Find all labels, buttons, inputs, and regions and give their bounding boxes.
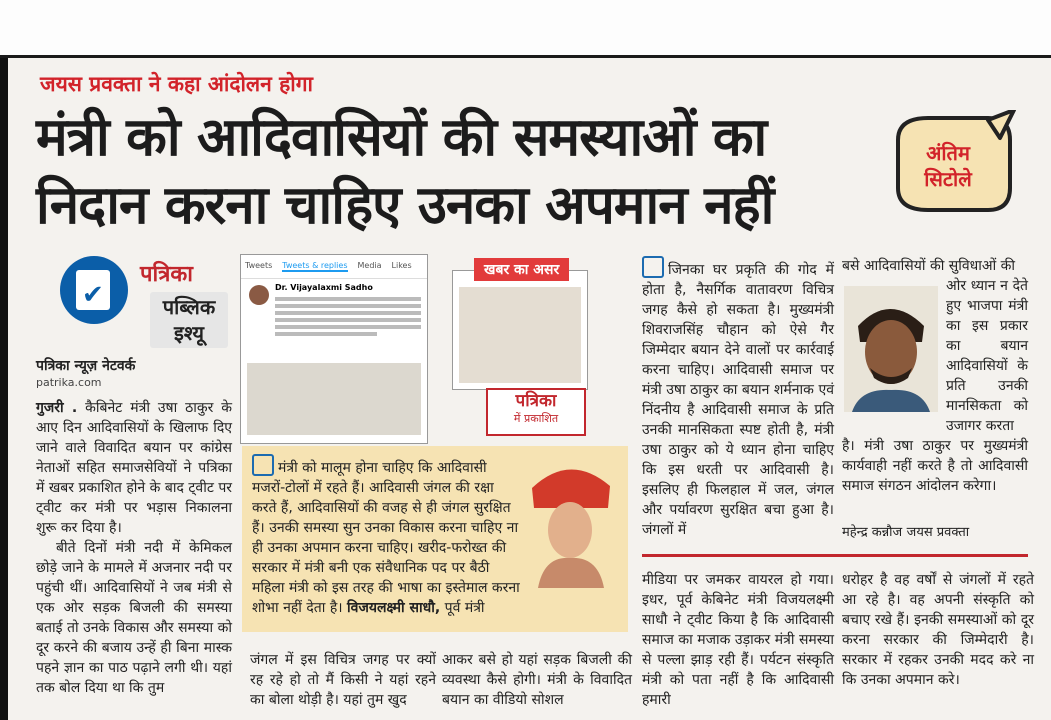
portrait-photo-man — [844, 286, 938, 412]
headline-line-2: निदान करना चाहिए उनका अपमान नहीं — [36, 175, 774, 236]
byline: पत्रिका न्यूज़ नेटवर्क — [36, 358, 136, 374]
published-label: में प्रकाशित — [513, 412, 559, 425]
col5-text: मीडिया पर जमकर वायरल हो गया। इधर, पूर्व केबिनेट मंत्री विजयलक्ष्मी साधौ ने ट्वीट किया है कि आदिवासी समाज का मजाक उड़ाकर मंत्री समस्या से पल्ला झाड़ रही हैं। पर्यटन संस्कृति मंत्री को पता नहीं है कि आदिवासी हमारी — [642, 572, 834, 708]
quote-author: विजयलक्ष्मी साधौ, — [347, 600, 441, 616]
dateline: गुजरी . — [36, 400, 78, 416]
col7-text: धरोहर है वह वर्षों से जंगलों में रहते आ रहे है। वह अपनी संस्कृति को बचाए रखे हैं। इनकी समस्याओं को दूर करना सरकार की जिम्मेदारी है। सरकार में रहकर उनकी मदद करे ना कि उनका अपमान करे। — [842, 572, 1034, 688]
column-3 — [442, 650, 632, 710]
headline-line-1: मंत्री को आदिवासियों की समस्याओं का — [36, 107, 767, 168]
column-4 — [642, 256, 834, 540]
sig-role: जयस प्रवक्ता — [906, 525, 970, 540]
tweet-screenshot — [240, 254, 428, 444]
tweet-tabs — [241, 255, 427, 279]
portrait-photo-woman — [524, 458, 616, 588]
col6-side: ओर ध्यान न देते हुए भाजपा मंत्री का इस प्रकार का बयान आदिवासियों के प्रति उनकी मानसिकता को उजागर करता — [946, 278, 1028, 434]
column-7 — [842, 570, 1034, 690]
tweet-tab: Likes — [391, 261, 412, 270]
col6-bottom: है। मंत्री उषा ठाकुर पर मुख्यमंत्री कार्यवाही नहीं करते है तो आदिवासी समाज संगठन आंदोलन करेगा। — [842, 438, 1028, 494]
bubble-text — [903, 140, 993, 192]
col3-text: आकर बसे हो यहां सड़क बिजली की व्यवस्था कैसे होगी। मंत्री के विवादित बयान का वीडियो सोशल — [442, 652, 632, 708]
quote-text-block — [252, 454, 520, 618]
col1-para-1: कैबिनेट मंत्री उषा ठाकुर के आए दिन आदिवासियों के खिलाफ दिए जाने वाले विवादित बयान पर कांग्रेस नेताओं सहित समाजसेवियों ने पत्रिका में खबर प्रकाशित होने के बाद ट्वीट पर ट्वीट कर मंत्री पर भड़ास निकालना शुरू कर दिया है। — [36, 400, 233, 536]
col2-text: जंगल में इस विचित्र जगह पर क्यों रह रहे हो तो मैं किसी ने यहां रहने का बोला थोड़ी है। यहां तुम खुद — [250, 652, 436, 708]
quote-icon — [642, 256, 664, 278]
quote-text: मंत्री को मालूम होना चाहिए कि आदिवासी मजरों-टोलों में रहते हैं। आदिवासी जंगल की रक्षा करते हैं, आदिवासियों की वजह से ही जंगल सुरक्षित हैं। उनकी समस्या सुन उनका विकास करना चाहिए ना ही उनका अपमान करना चाहिए। खरीद-फरोख्त की सरकार में मंत्री बनी एक संवैधानिक पद पर बैठी महिला मंत्री को इस तरह की भाषा का इस्तेमाल करना शोभा नहीं देता है। — [252, 460, 520, 616]
col1-para-2: बीते दिनों मंत्री नदी में केमिकल छोड़े जाने के मामले में अजनार नदी पर पहुंची थीं। आदिवासियों ने जब मंत्री से एक ओर सड़क बिजली की समस्या बताई तो उनके विकास और समस्या को दूर करने की बजाय उन्हें ही बिना मास्क पहने ज्ञान का पाठ पढ़ाने लगी थी। यहां तक बोल दिया था कि तुम — [36, 540, 232, 696]
tweet-tab: Tweets — [245, 261, 273, 270]
newspaper-page — [8, 58, 1051, 720]
bubble-line-2: सिटोले — [924, 167, 972, 191]
column-5 — [642, 570, 834, 710]
published-brand: पत्रिका — [515, 391, 557, 411]
clipping-inner — [459, 287, 581, 383]
tweet-tab: Media — [357, 261, 382, 270]
col4-text: जिनका घर प्रकृति की गोद में होता है, नैसर्गिक वातावरण विचित्र जगह कैसे हो सकता है। मुख्यमंत्री शिवराजसिंह चौहान को ऐसे गैर जिम्मेदार बयान देने वालों पर कार्रवाई करना चाहिए। आदिवासी समाज पर मंत्री उषा ठाकुर का बयान शर्मनाक एवं निंदनीय है आदिवासी समाज के प्रति उनकी मानसिकता स्पष्ट होती है, मंत्री उषा ठाकुर को ये ध्यान होना चाहिए कि इस धरती पर आदिवासी है। इसलिए ही फिलहाल में जल, जंगल और पर्यावरण सुरक्षित बचा हुआ है। जंगलों में — [642, 262, 834, 538]
top-bar — [0, 0, 1051, 58]
quote-icon — [252, 454, 274, 476]
quote-role: पूर्व मंत्री — [444, 600, 485, 616]
avatar — [249, 285, 269, 305]
published-badge — [486, 388, 586, 436]
tweet-author: Dr. Vijayalaxmi Sadho — [275, 283, 373, 292]
site-url: patrika.com — [36, 376, 102, 389]
clipping-image — [452, 270, 588, 390]
bubble-line-1: अंतिम — [926, 141, 970, 165]
brand-name: पत्रिका — [140, 262, 193, 287]
kicker: जयस प्रवक्ता ने कहा आंदोलन होगा — [40, 72, 313, 96]
signature — [842, 522, 969, 540]
tweet-text-lines — [241, 292, 427, 336]
tweet-image — [247, 363, 421, 435]
sig-name: महेन्द्र कन्नौज — [842, 525, 903, 540]
brand-subtitle: पब्लिक इश्यू — [150, 292, 228, 348]
column-1 — [36, 398, 232, 698]
col6-top: बसे आदिवासियों की सुविधाओं की — [842, 258, 1016, 274]
khabar-label: खबर का असर — [474, 258, 569, 281]
column-2 — [250, 650, 436, 710]
check-icon: ✔ — [82, 280, 104, 310]
divider — [642, 554, 1028, 557]
tweet-tab-active: Tweets & replies — [282, 261, 348, 270]
